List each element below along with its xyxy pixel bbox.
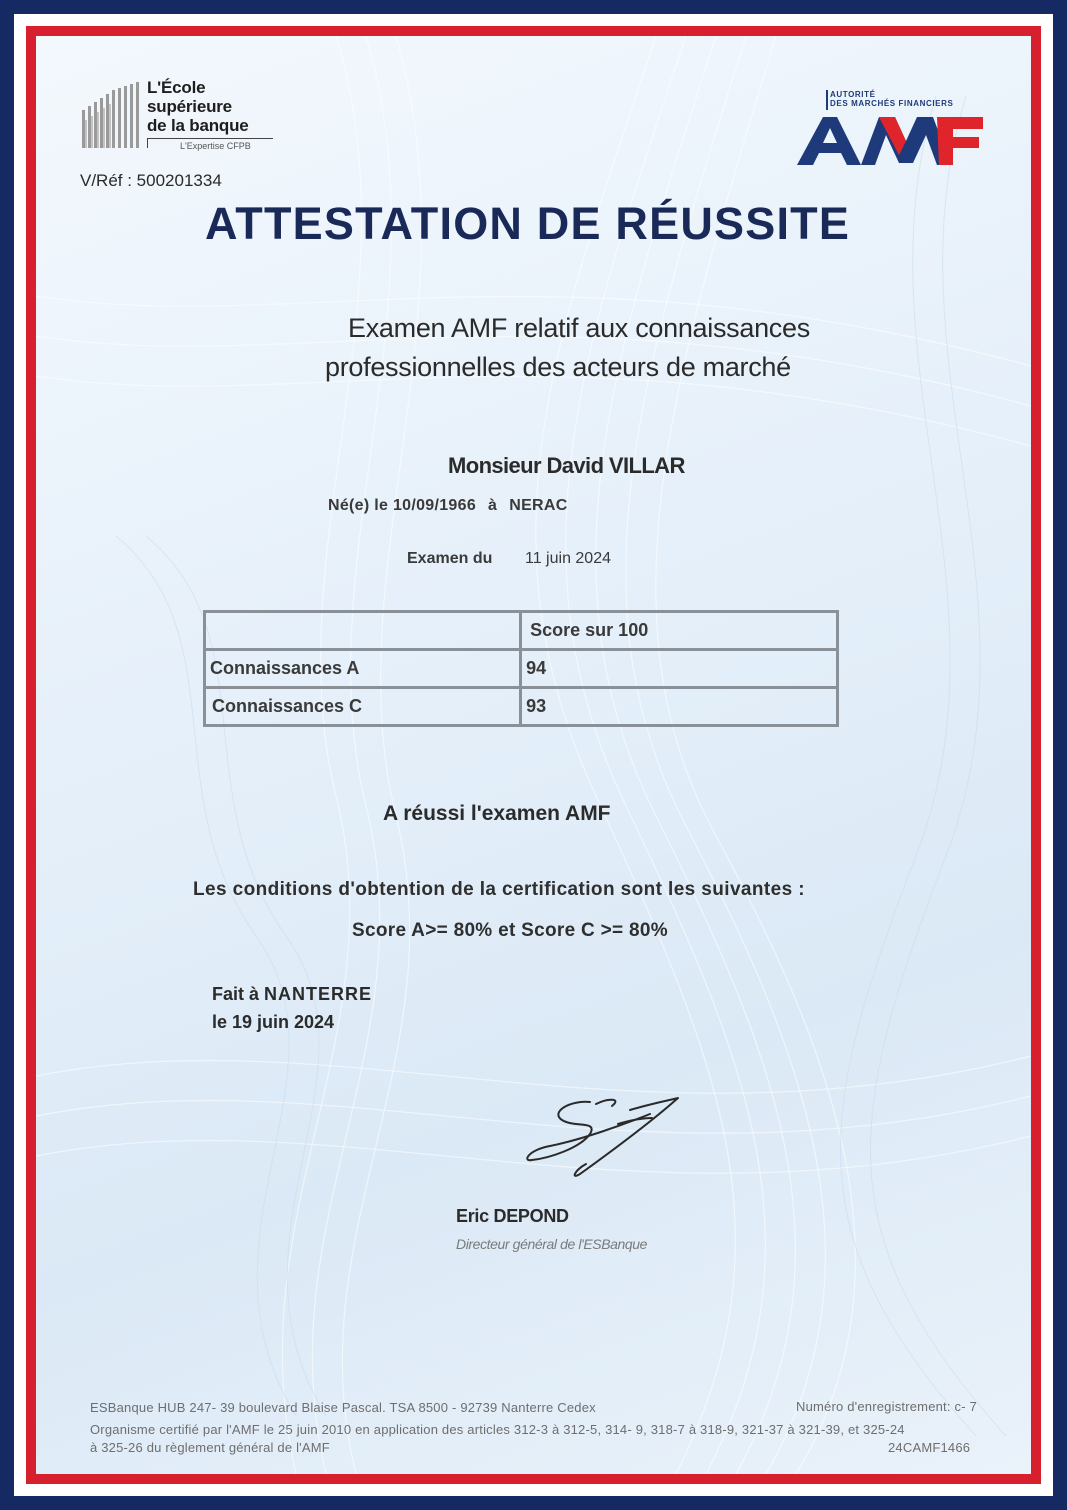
esb-logo-line: supérieure xyxy=(147,97,232,116)
signatory-name: Eric DEPOND xyxy=(456,1206,569,1226)
birth-separator: à xyxy=(488,497,498,514)
footer-address: ESBanque HUB 247- 39 boulevard Blaise Pascal. TSA 8500 - 92739 Nanterre Cedex xyxy=(90,1400,596,1415)
footer-registration: Numéro d'enregistrement: c- 7 xyxy=(796,1399,977,1414)
esb-logo-bars-icon xyxy=(80,80,142,150)
handwritten-signature xyxy=(520,1090,690,1185)
score-value: 93 xyxy=(521,688,838,726)
amf-subtitle-line: AUTORITÉ xyxy=(830,90,876,99)
score-table xyxy=(203,610,839,727)
score-value: 94 xyxy=(521,650,838,688)
table-header-row xyxy=(205,612,838,650)
page-title xyxy=(0,198,1067,250)
exam-name-line1: Examen AMF relatif aux connaissances xyxy=(348,313,810,343)
table-row xyxy=(205,650,838,688)
place-prefix: Fait à xyxy=(212,984,265,1004)
esb-logo-tagline: L'Expertise CFPB xyxy=(180,141,251,151)
guilloche-background-pattern xyxy=(36,36,1031,1474)
exam-name-line2: professionnelles des acteurs de marché xyxy=(325,352,791,382)
birth-date: Né(e) le 10/09/1966 xyxy=(328,497,477,514)
title-text: ATTESTATION DE RÉUSSITE xyxy=(204,198,851,249)
esb-logo-rule xyxy=(147,138,273,139)
conditions-intro: Les conditions d'obtention de la certification sont les suivantes : xyxy=(193,879,805,900)
conditions-criteria: Score A>= 80% et Score C >= 80% xyxy=(352,920,668,941)
candidate-name: Monsieur David VILLAR xyxy=(448,453,685,478)
esb-logo-line: L'École xyxy=(147,78,206,97)
certificate-paper xyxy=(36,36,1031,1474)
score-label: Connaissances A xyxy=(205,650,521,688)
exam-date-value: 11 juin 2024 xyxy=(525,550,611,567)
esb-logo-tick xyxy=(147,138,148,148)
esb-logo-wordmark xyxy=(147,78,249,135)
amf-logo-mark xyxy=(795,115,985,167)
esb-logo-line: de la banque xyxy=(147,116,249,135)
birth-place: NERAC xyxy=(509,497,568,514)
birth-info xyxy=(328,497,580,515)
footer-legal-line2: à 325-26 du règlement général de l'AMF xyxy=(90,1440,330,1455)
table-header-empty-cell xyxy=(205,612,521,650)
exam-date-label: Examen du xyxy=(407,550,493,567)
amf-logo-bar xyxy=(826,90,828,110)
table-header-score: Score sur 100 xyxy=(521,612,838,650)
issue-date: le 19 juin 2024 xyxy=(212,1012,335,1032)
footer-code: 24CAMF1466 xyxy=(888,1440,971,1455)
result-statement: A réussi l'examen AMF xyxy=(383,802,611,825)
amf-subtitle-line: DES MARCHÉS FINANCIERS xyxy=(830,99,954,108)
score-label: Connaissances C xyxy=(205,688,521,726)
place-line xyxy=(212,984,372,1005)
place-city: NANTERRE xyxy=(264,984,373,1004)
footer-legal-line1: Organisme certifié par l'AMF le 25 juin 2010 en application des articles 312-3 à 312-5, 314- 9, 318-7 à 318-9, 321-37 à 321-39, et 325-24 xyxy=(90,1422,905,1437)
amf-logo-subtitle xyxy=(830,90,953,108)
reference-number: V/Réf : 500201334 xyxy=(80,171,222,190)
signatory-role: Directeur général de l'ESBanque xyxy=(456,1236,648,1252)
table-row xyxy=(205,688,838,726)
